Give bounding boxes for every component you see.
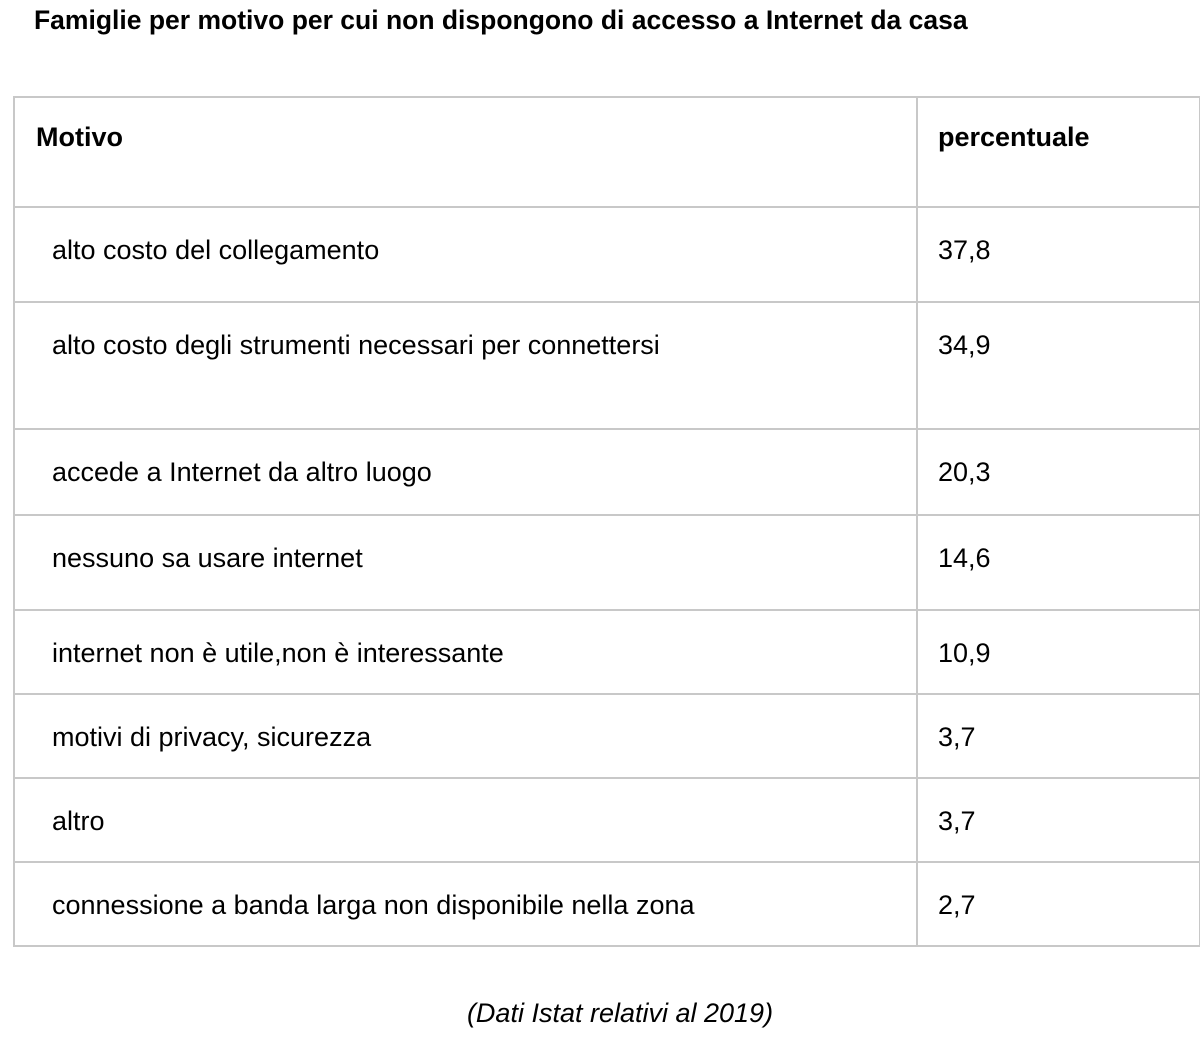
cell-percentuale: 37,8: [917, 207, 1200, 302]
cell-percentuale: 10,9: [917, 610, 1200, 694]
cell-percentuale: 20,3: [917, 429, 1200, 515]
cell-motivo: connessione a banda larga non disponibile nella zona: [14, 862, 917, 946]
source-note: (Dati Istat relativi al 2019): [466, 998, 774, 1028]
table-row: [14, 694, 1200, 778]
cell-motivo: internet non è utile,non è interessante: [14, 610, 917, 694]
cell-percentuale: 34,9: [917, 302, 1200, 429]
document-title: Famiglie per motivo per cui non dispongono di accesso a Internet da casa: [34, 5, 968, 35]
column-header-percentuale: percentuale: [917, 97, 1200, 207]
data-table: [13, 96, 1200, 947]
cell-percentuale: 3,7: [917, 694, 1200, 778]
cell-motivo: alto costo del collegamento: [14, 207, 917, 302]
cell-percentuale: 14,6: [917, 515, 1200, 610]
table-row: [14, 429, 1200, 515]
table-header-row: [14, 97, 1200, 207]
cell-percentuale: 2,7: [917, 862, 1200, 946]
table-row: [14, 610, 1200, 694]
table-row: [14, 515, 1200, 610]
table-row: [14, 302, 1200, 429]
table-row: [14, 778, 1200, 862]
column-header-motivo: Motivo: [14, 97, 917, 207]
cell-motivo: nessuno sa usare internet: [14, 515, 917, 610]
cell-motivo: altro: [14, 778, 917, 862]
cell-motivo: accede a Internet da altro luogo: [14, 429, 917, 515]
table-row: [14, 862, 1200, 946]
table-row: [14, 207, 1200, 302]
cell-motivo: alto costo degli strumenti necessari per connettersi: [14, 302, 917, 429]
cell-motivo: motivi di privacy, sicurezza: [14, 694, 917, 778]
cell-percentuale: 3,7: [917, 778, 1200, 862]
